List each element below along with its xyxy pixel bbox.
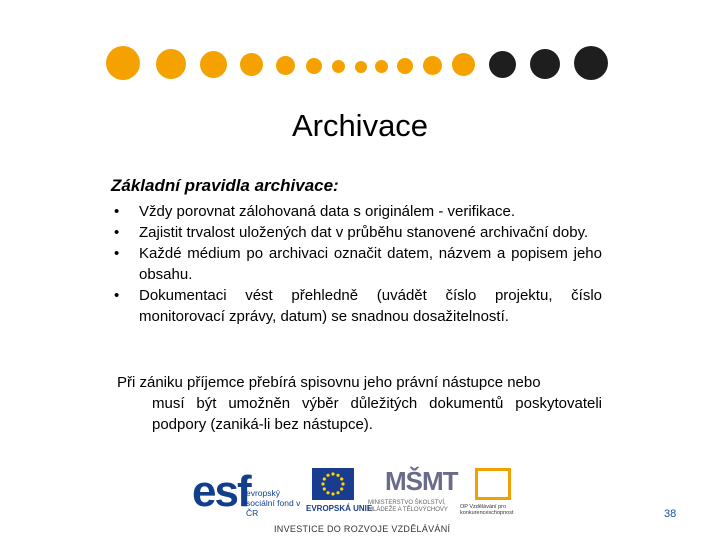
msmt-logo-text: MINISTERSTVO ŠKOLSTVÍ, MLÁDEŽE A TĚLOVÝCHOVY	[368, 500, 448, 513]
msmt-logo-mark: MŠMT	[385, 466, 458, 496]
decor-dot	[574, 46, 608, 80]
decor-dot	[240, 53, 263, 76]
eu-logo-text: EVROPSKÁ UNIE	[306, 504, 373, 513]
bullet-glyph: •	[114, 224, 120, 241]
op-logo-icon	[475, 468, 511, 500]
succession-paragraph	[117, 372, 602, 435]
funding-footer-text: INVESTICE DO ROZVOJE VZDĚLÁVÁNÍ	[274, 524, 451, 534]
decor-dot	[306, 58, 322, 74]
page-number: 38	[664, 508, 677, 520]
decor-dot	[397, 58, 413, 74]
section-subtitle: Základní pravidla archivace:	[111, 176, 339, 195]
decor-dot	[332, 60, 345, 73]
decor-dot	[355, 61, 367, 73]
decor-dot	[423, 56, 442, 75]
decor-dot	[156, 49, 186, 79]
list-item	[111, 201, 602, 222]
decor-dot	[452, 53, 475, 76]
list-item-text: Vždy porovnat zálohovaná data s originálem - verifikace.	[139, 203, 516, 220]
decor-dot	[106, 46, 140, 80]
funding-logos	[190, 462, 540, 540]
esf-logo-mark: esf	[192, 467, 250, 516]
list-item	[111, 285, 602, 327]
list-item	[111, 222, 602, 243]
eu-flag-icon	[312, 468, 354, 500]
bullet-glyph: •	[114, 287, 120, 304]
bullet-glyph: •	[114, 245, 120, 262]
decor-dot	[489, 51, 516, 78]
decor-dot	[375, 60, 388, 73]
paragraph-continuation: musí být umožněn výběr důležitých dokumentů poskytovateli podpory (zaniká-li bez nástupce).	[152, 395, 602, 433]
decor-dot	[200, 51, 227, 78]
list-item-text: Zajistit trvalost uložených dat v průběhu stanovené archivační doby.	[139, 224, 589, 241]
decorative-dot-row	[0, 0, 720, 110]
list-item	[111, 243, 602, 285]
list-item-text: Dokumentaci vést přehledně (uvádět číslo projektu, číslo monitorovací zprávy, datum) se snadnou dosažitelností.	[139, 287, 602, 325]
slide-title: Archivace	[291, 108, 429, 143]
list-item-text: Každé médium po archivaci označit datem, názvem a popisem jeho obsahu.	[139, 245, 602, 283]
rules-list	[111, 201, 602, 327]
op-logo-text: OP Vzdělávání pro konkurenceschopnost	[460, 504, 514, 516]
bullet-glyph: •	[114, 203, 120, 220]
decor-dot	[276, 56, 295, 75]
paragraph-first-line: Při zániku příjemce přebírá spisovnu jeho právní nástupce nebo	[117, 374, 541, 391]
esf-logo-text: evropský sociální fond v ČR	[246, 488, 301, 518]
decor-dot	[530, 49, 560, 79]
